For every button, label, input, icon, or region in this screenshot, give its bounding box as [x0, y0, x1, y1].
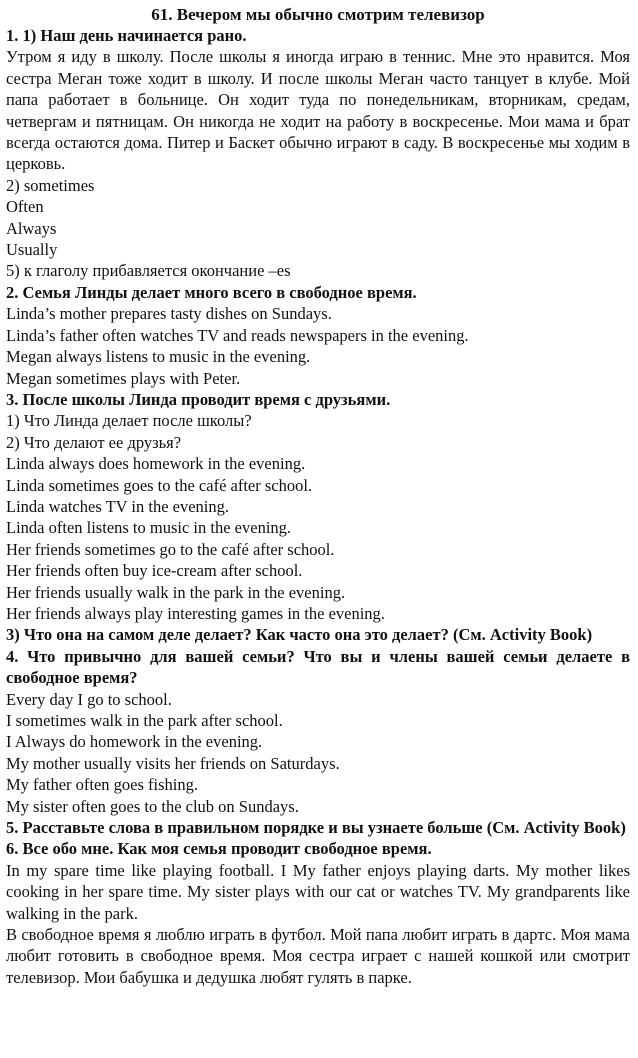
section-1-heading: 1. 1) Наш день начинается рано. [6, 26, 247, 45]
section-4-line: My sister often goes to the club on Sundays. [6, 796, 299, 816]
section-2-line: Linda’s mother prepares tasty dishes on Sundays. [6, 304, 332, 324]
section-3-line: Linda sometimes goes to the café after school. [6, 475, 313, 495]
section-4-line: Every day I go to school. [6, 689, 172, 709]
section-6-paragraph-english: In my spare time like playing football. I My father enjoys playing darts. My mother likes cooking in her spare time. My sister plays with our cat or watches TV. My grandparents like walking in the park. [6, 860, 630, 923]
section-4-line: I Always do homework in the evening. [6, 732, 263, 752]
section-2-line: Megan always listens to music in the evening. [6, 347, 311, 367]
section-3-line: Linda always does homework in the evening. [6, 454, 306, 474]
section-6-heading: 6. Все обо мне. Как моя семья проводит свободное время. [6, 839, 432, 859]
section-5-heading: 5. Расставьте слова в правильном порядке и вы узнаете больше (См. Activity Book) [6, 818, 626, 838]
section-3-line: Her friends often buy ice-cream after school. [6, 561, 303, 581]
section-3b-heading: 3) Что она на самом деле делает? Как часто она это делает? (См. Activity Book) [6, 625, 593, 645]
page-title: 61. Вечером мы обычно смотрим телевизор [151, 5, 485, 24]
section-1-line: Always [6, 218, 57, 238]
section-4-heading: 4. Что привычно для вашей семьи? Что вы и члены вашей семьи делаете в свободное время? [6, 646, 630, 688]
section-6-paragraph-russian: В свободное время я люблю играть в футбол. Мой папа любит играть в дартс. Моя мама любит готовить в свободное время. Моя сестра играет с нашей кошкой или смотрит телевизор. Мои бабушка и дедушка любят гулять в парке. [6, 925, 630, 987]
section-4-line: My mother usually visits her friends on Saturdays. [6, 753, 340, 773]
section-2-line: Linda’s father often watches TV and reads newspapers in the evening. [6, 325, 469, 345]
section-1-line: Often [6, 197, 44, 217]
section-2-heading: 2. Семья Линды делает много всего в свободное время. [6, 282, 417, 302]
section-4-line: I sometimes walk in the park after school. [6, 711, 283, 730]
section-2-line: Megan sometimes plays with Peter. [6, 368, 241, 388]
section-4-line: My father often goes fishing. [6, 775, 198, 795]
section-1-line: 5) к глаголу прибавляется окончание –es [6, 261, 291, 281]
section-3-heading: 3. После школы Линда проводит время с друзьями. [6, 389, 391, 409]
section-1-line: Usually [6, 240, 58, 260]
section-3-line: 2) Что делают ее друзья? [6, 432, 182, 452]
section-1-paragraph: Утром я иду в школу. После школы я иногда играю в теннис. Мне это нравится. Моя сестра Меган тоже ходит в школу. И после школы Меган часто танцует в клубе. Мой папа работает в больнице. Он ходит туда по понедельникам, вторникам, средам, четвергам и пятницам. Он никогда не ходит на работу в воскресенье. Мои мама и брат всегда остаются дома. Питер и Баскет обычно играют в саду. В воскресенье мы ходим в церковь. [6, 47, 630, 174]
section-3-line: 1) Что Линда делает после школы? [6, 411, 252, 431]
section-1-line: 2) sometimes [6, 175, 95, 195]
section-3-line: Her friends usually walk in the park in the evening. [6, 582, 346, 602]
section-3-line: Linda watches TV in the evening. [6, 496, 229, 516]
section-3-line: Her friends always play interesting games in the evening. [6, 603, 385, 623]
section-3-line: Linda often listens to music in the evening. [6, 518, 292, 538]
section-3-line: Her friends sometimes go to the café after school. [6, 539, 335, 559]
